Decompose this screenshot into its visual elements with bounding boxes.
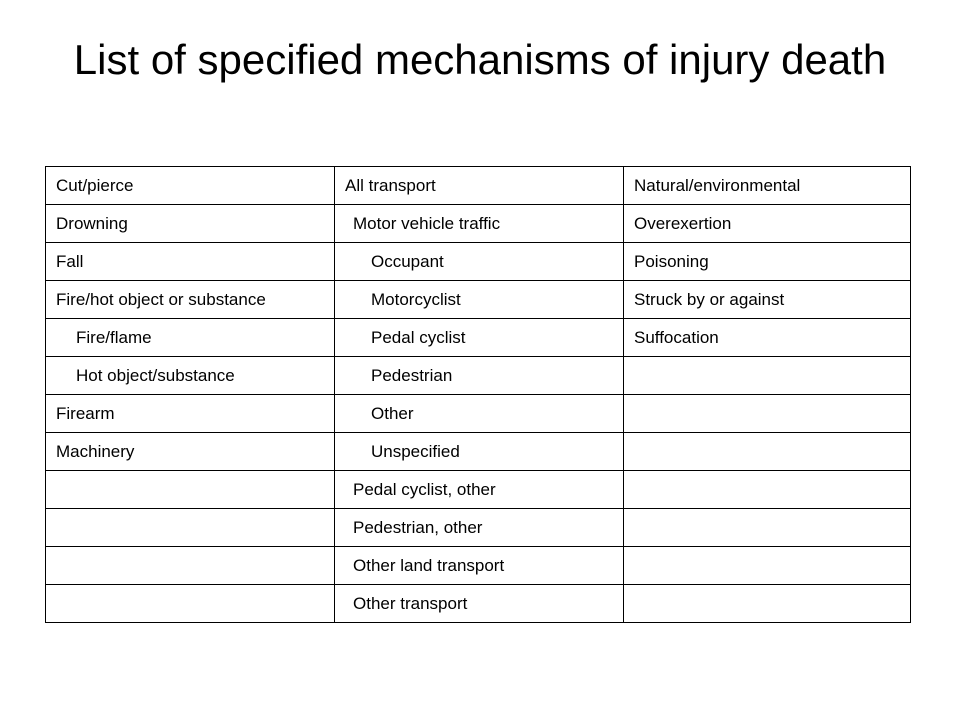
table-cell [624,433,911,471]
table-row [46,319,911,357]
table-cell: Drowning [46,205,335,243]
table-cell [624,547,911,585]
table-row [46,547,911,585]
table-cell: All transport [335,167,624,205]
table-cell: Fall [46,243,335,281]
table-cell: Poisoning [624,243,911,281]
table-cell [624,395,911,433]
table-cell [46,509,335,547]
table-cell: Hot object/substance [46,357,335,395]
table-cell: Fire/hot object or substance [46,281,335,319]
table-row [46,395,911,433]
table-cell: Overexertion [624,205,911,243]
table-cell: Fire/flame [46,319,335,357]
table-cell: Pedal cyclist [335,319,624,357]
table-cell: Motorcyclist [335,281,624,319]
table-cell: Occupant [335,243,624,281]
table-cell: Motor vehicle traffic [335,205,624,243]
table-cell [46,585,335,623]
table-cell: Pedestrian, other [335,509,624,547]
table-cell: Struck by or against [624,281,911,319]
table-cell: Pedestrian [335,357,624,395]
table-row [46,167,911,205]
table-row [46,585,911,623]
table-cell: Pedal cyclist, other [335,471,624,509]
table-cell [624,509,911,547]
table-cell: Unspecified [335,433,624,471]
table-cell [46,471,335,509]
mechanisms-table [45,166,911,623]
table-row [46,205,911,243]
table-cell: Machinery [46,433,335,471]
table-cell: Cut/pierce [46,167,335,205]
table-row [46,433,911,471]
table-cell: Natural/environmental [624,167,911,205]
table-cell: Other land transport [335,547,624,585]
slide-title: List of specified mechanisms of injury death [73,36,887,83]
table-cell: Other [335,395,624,433]
table-row [46,357,911,395]
table-row [46,243,911,281]
table-cell: Firearm [46,395,335,433]
table-row [46,509,911,547]
table-cell [624,585,911,623]
table-cell: Other transport [335,585,624,623]
table-cell [624,357,911,395]
table-cell [46,547,335,585]
table-row [46,281,911,319]
table-cell: Suffocation [624,319,911,357]
table-row [46,471,911,509]
table-cell [624,471,911,509]
